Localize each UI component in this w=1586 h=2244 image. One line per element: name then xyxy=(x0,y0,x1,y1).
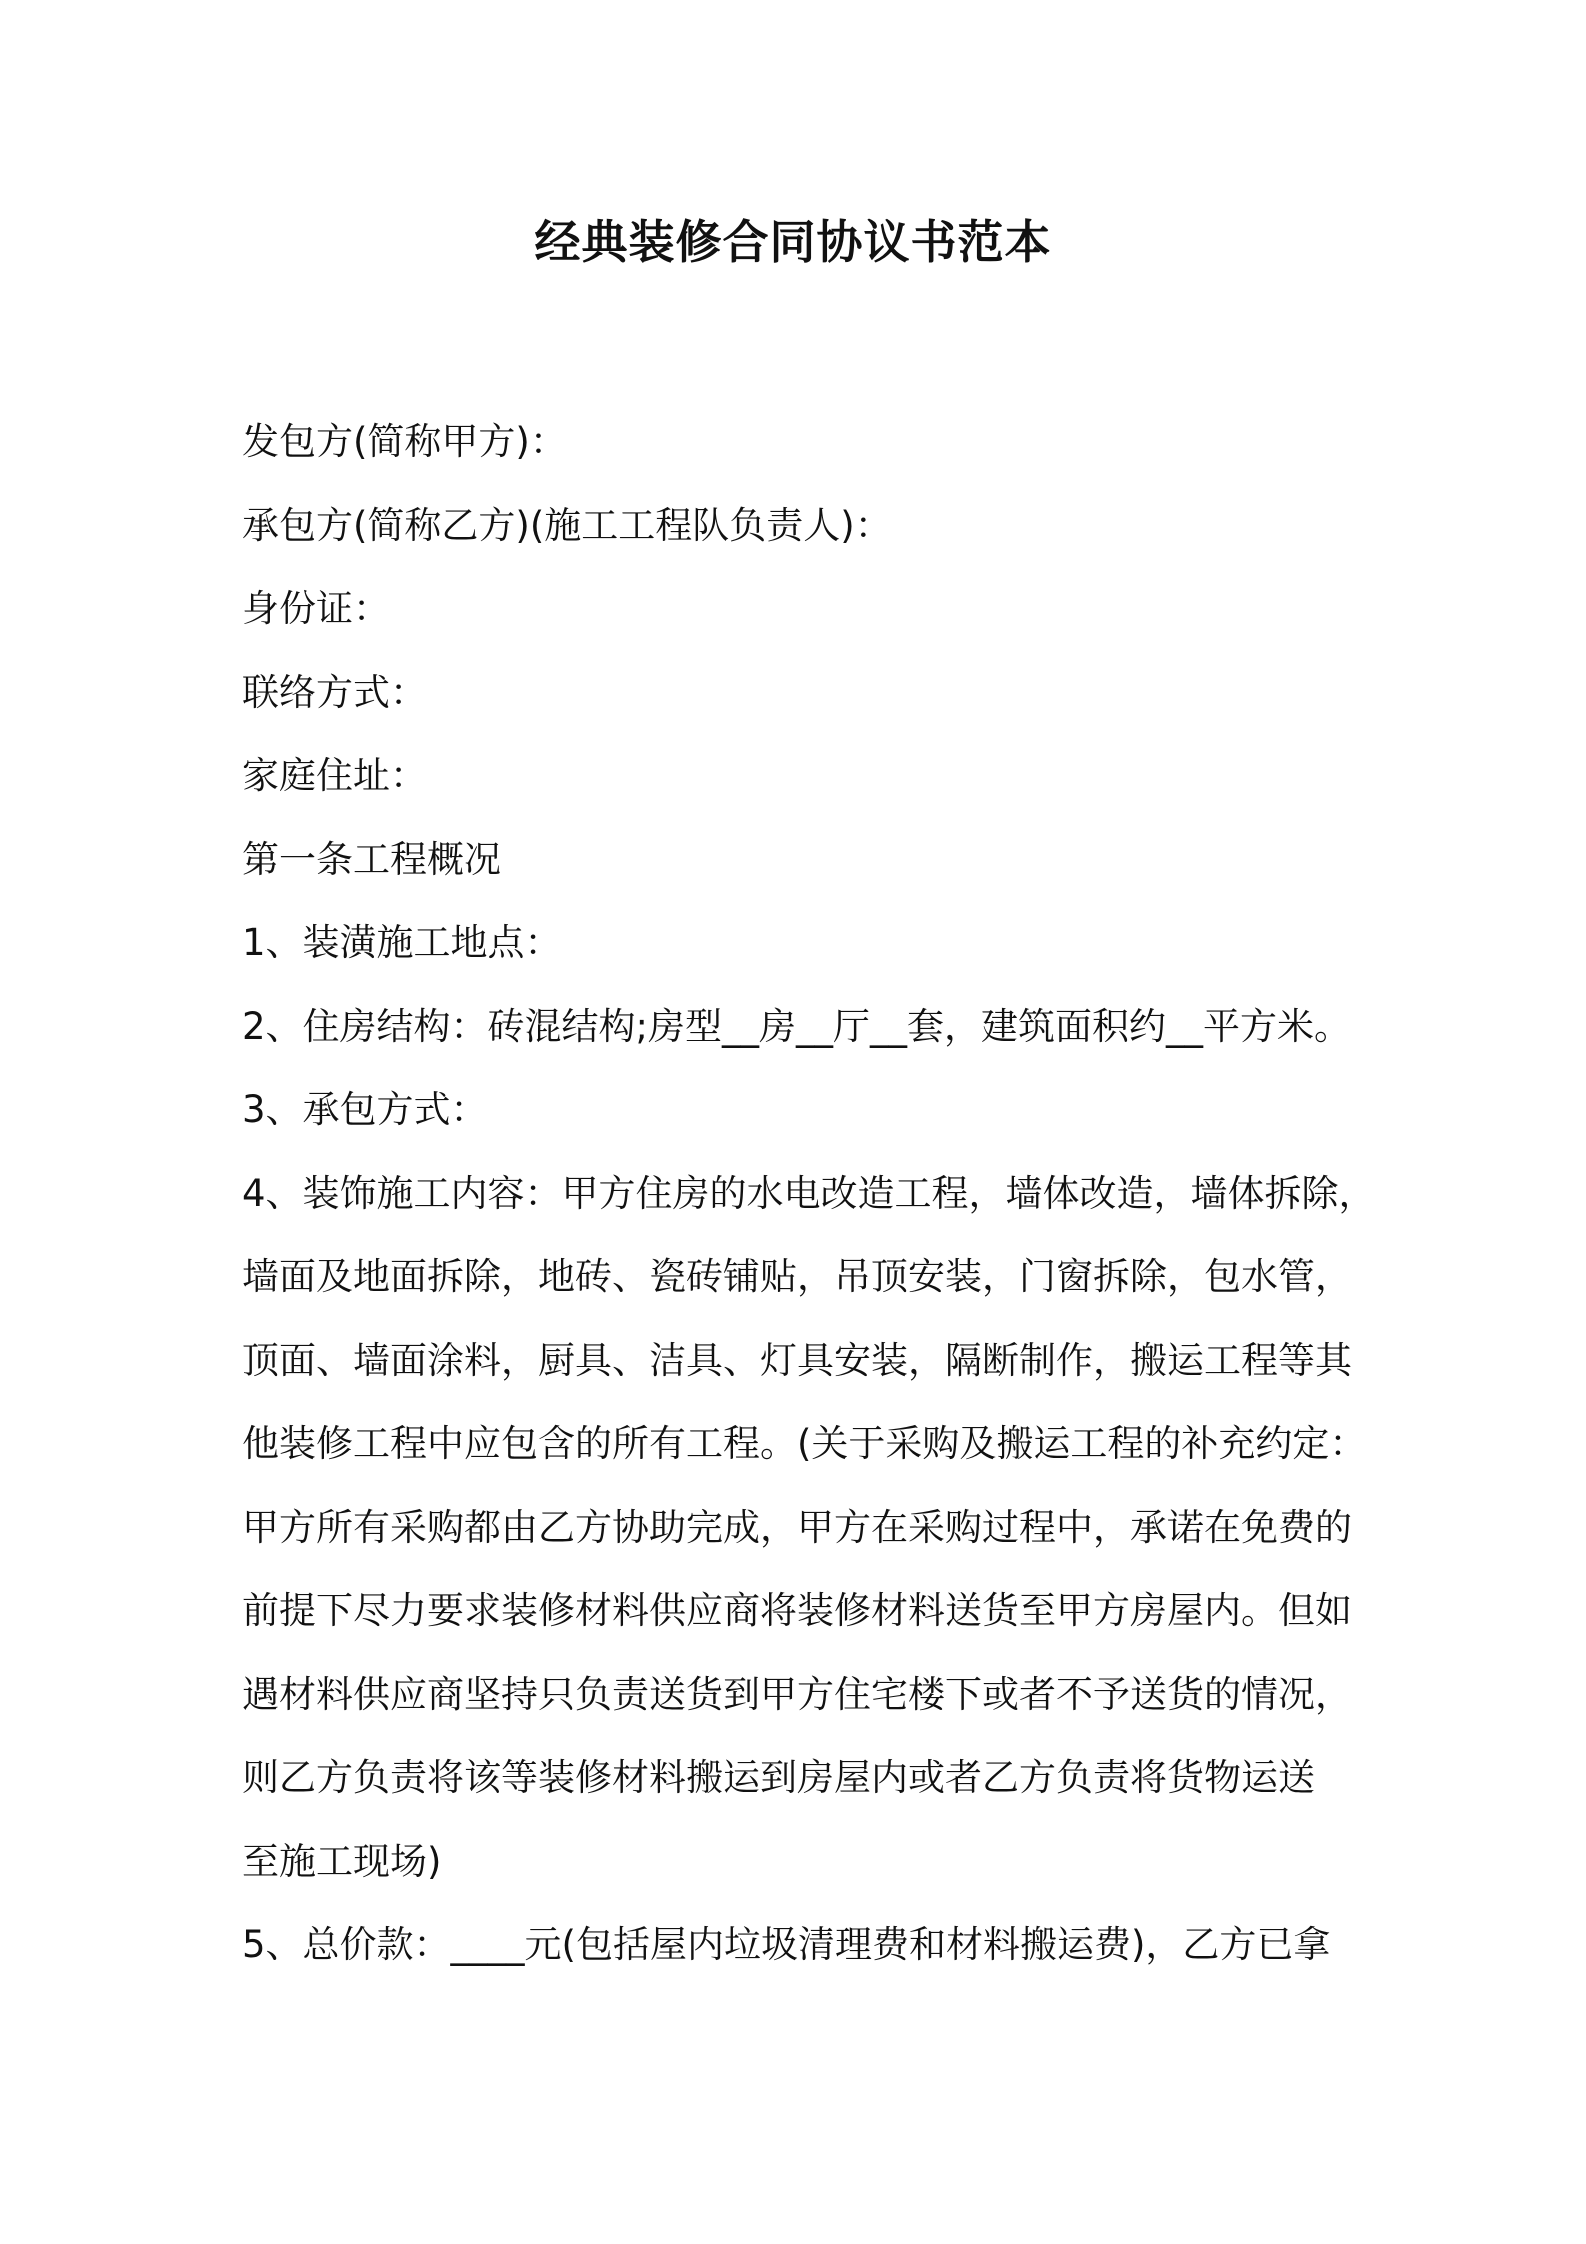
article-one-heading: 第一条工程概况 xyxy=(242,837,501,881)
id-card-line: 身份证： xyxy=(242,587,390,630)
document-title: 经典装修合同协议书范本 xyxy=(534,215,1052,269)
document-body xyxy=(242,400,1382,1987)
clause-1-location: 1、装潢施工地点： xyxy=(242,921,562,964)
clause-2-structure: 2、住房结构：砖混结构;房型__房__厅__套，建筑面积约__平方米。 xyxy=(242,1004,1352,1048)
contact-line: 联络方式： xyxy=(242,670,427,714)
clause-4-content-line: 4、装饰施工内容：甲方住房的水电改造工程，墙体改造，墙体拆除， xyxy=(242,1171,1376,1215)
party-b-line: 承包方(简称乙方)(施工工程队负责人)： xyxy=(242,503,892,547)
clause-5-total-price: 5、总价款：____元(包括屋内垃圾清理费和材料搬运费)，乙方已拿 xyxy=(242,1923,1331,1966)
clause-3-contract-mode: 3、承包方式： xyxy=(242,1088,488,1131)
clause-4-content-line: 他装修工程中应包含的所有工程。(关于采购及搬运工程的补充约定： xyxy=(242,1422,1367,1465)
clause-4-content-line: 顶面、墙面涂料，厨具、洁具、灯具安装，隔断制作，搬运工程等其 xyxy=(242,1338,1352,1382)
clause-4-content-line: 甲方所有采购都由乙方协助完成，甲方在采购过程中，承诺在免费的 xyxy=(242,1505,1352,1549)
clause-4-content-line: 遇材料供应商坚持只负责送货到甲方住宅楼下或者不予送货的情况， xyxy=(242,1672,1352,1716)
home-address-line: 家庭住址： xyxy=(242,754,427,797)
clause-4-content-line: 墙面及地面拆除，地砖、瓷砖铺贴，吊顶安装，门窗拆除，包水管， xyxy=(242,1255,1352,1298)
clause-4-content-line: 前提下尽力要求装修材料供应商将装修材料送货至甲方房屋内。但如 xyxy=(242,1589,1352,1632)
party-a-line: 发包方(简称甲方)： xyxy=(242,420,567,463)
clause-4-content-line: 则乙方负责将该等装修材料搬运到房屋内或者乙方负责将货物运送 xyxy=(242,1756,1315,1799)
clause-4-content-line: 至施工现场) xyxy=(242,1839,442,1883)
